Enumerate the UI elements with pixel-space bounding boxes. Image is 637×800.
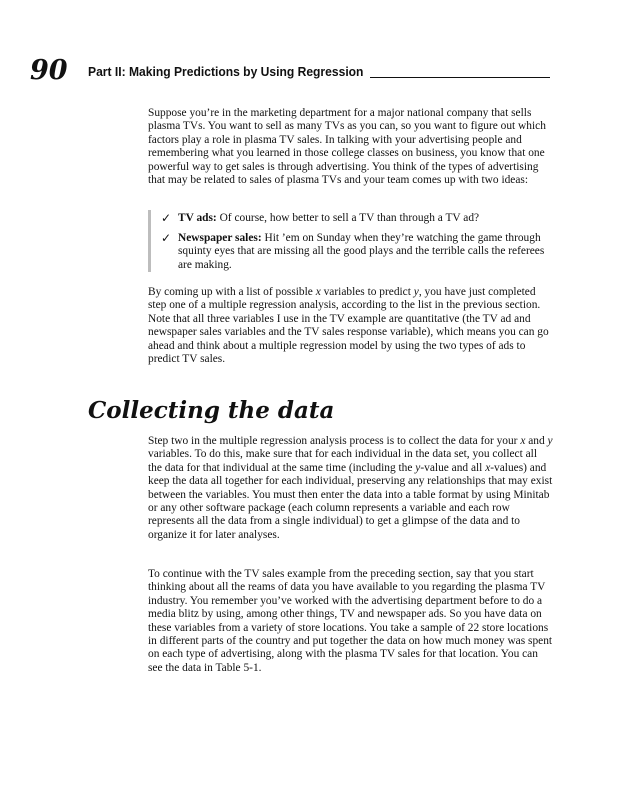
bullet-list	[148, 210, 556, 272]
list-item-text	[178, 232, 555, 272]
page-number: 90	[30, 55, 68, 86]
list-item-term: TV ads:	[178, 212, 217, 224]
list-item-term: Newspaper sales:	[178, 232, 262, 244]
list-item-description: Hit ’em on Sunday when they’re watching the game through squinty eyes that are missing all the good plays and the terrible calls the referees are making.	[178, 232, 545, 271]
paragraph-collecting-1: Step two in the multiple regression analysis process is to collect the data for your x and y variables. To do this, make sure that for each individual in the data set, you collect all the data for that individual at the same time (including the y-value and all x-values) and keep the data all together for each individual, preserving any relationships that may exist between the variables. You must then enter the data into a table format by using Minitab or any other software package (each column represents a variable and each row represents all the data from a single individual) to get a glimpse of the data and to organize it for later analyses.	[148, 435, 553, 541]
paragraph-collecting-2: To continue with the TV sales example from the preceding section, say that you start thinking about all the reams of data you have available to you regarding the plasma TV industry. You remember you’ve worked with the advertising department before to do a media blitz by using, among other things, TV and newspaper ads. So you have data on these variables from a variety of store locations. You take a sample of 22 store locations in different parts of the country and put together the data on how much money was spent on each type of advertising, along with the plasma TV sales for that location. You can see the data in Table 5-1.	[148, 568, 553, 674]
header-rule	[370, 77, 550, 78]
section-heading: Collecting the data	[88, 397, 335, 424]
checkmark-icon: ✓	[161, 211, 172, 225]
list-item-description: Of course, how better to sell a TV than through a TV ad?	[216, 212, 480, 224]
running-head: Part II: Making Predictions by Using Regression	[88, 64, 364, 79]
checkmark-icon: ✓	[161, 231, 172, 245]
list-item-text	[178, 212, 555, 225]
paragraph-intro: Suppose you’re in the marketing department for a major national company that sells plasma TVs. You want to sell as many TVs as you can, so you want to figure out which factors play a role in plasma TV sales. In talking with your advertising people and remembering what you learned in those college classes on business, you know that one powerful way to get sales is through advertising. You think of the types of advertising that may be related to sales of plasma TVs and your team comes up with two ideas:	[148, 107, 546, 187]
paragraph-after-list: By coming up with a list of possible x variables to predict y, you have just completed step one of a multiple regression analysis, according to the list in the previous section. Note that all three variables I use in the TV example are quantitative (the TV ad and newspaper sales variables and the TV sales response variable), which means you can go ahead and think about a multiple regression model by using the two types of ads to predict TV sales.	[148, 286, 549, 366]
